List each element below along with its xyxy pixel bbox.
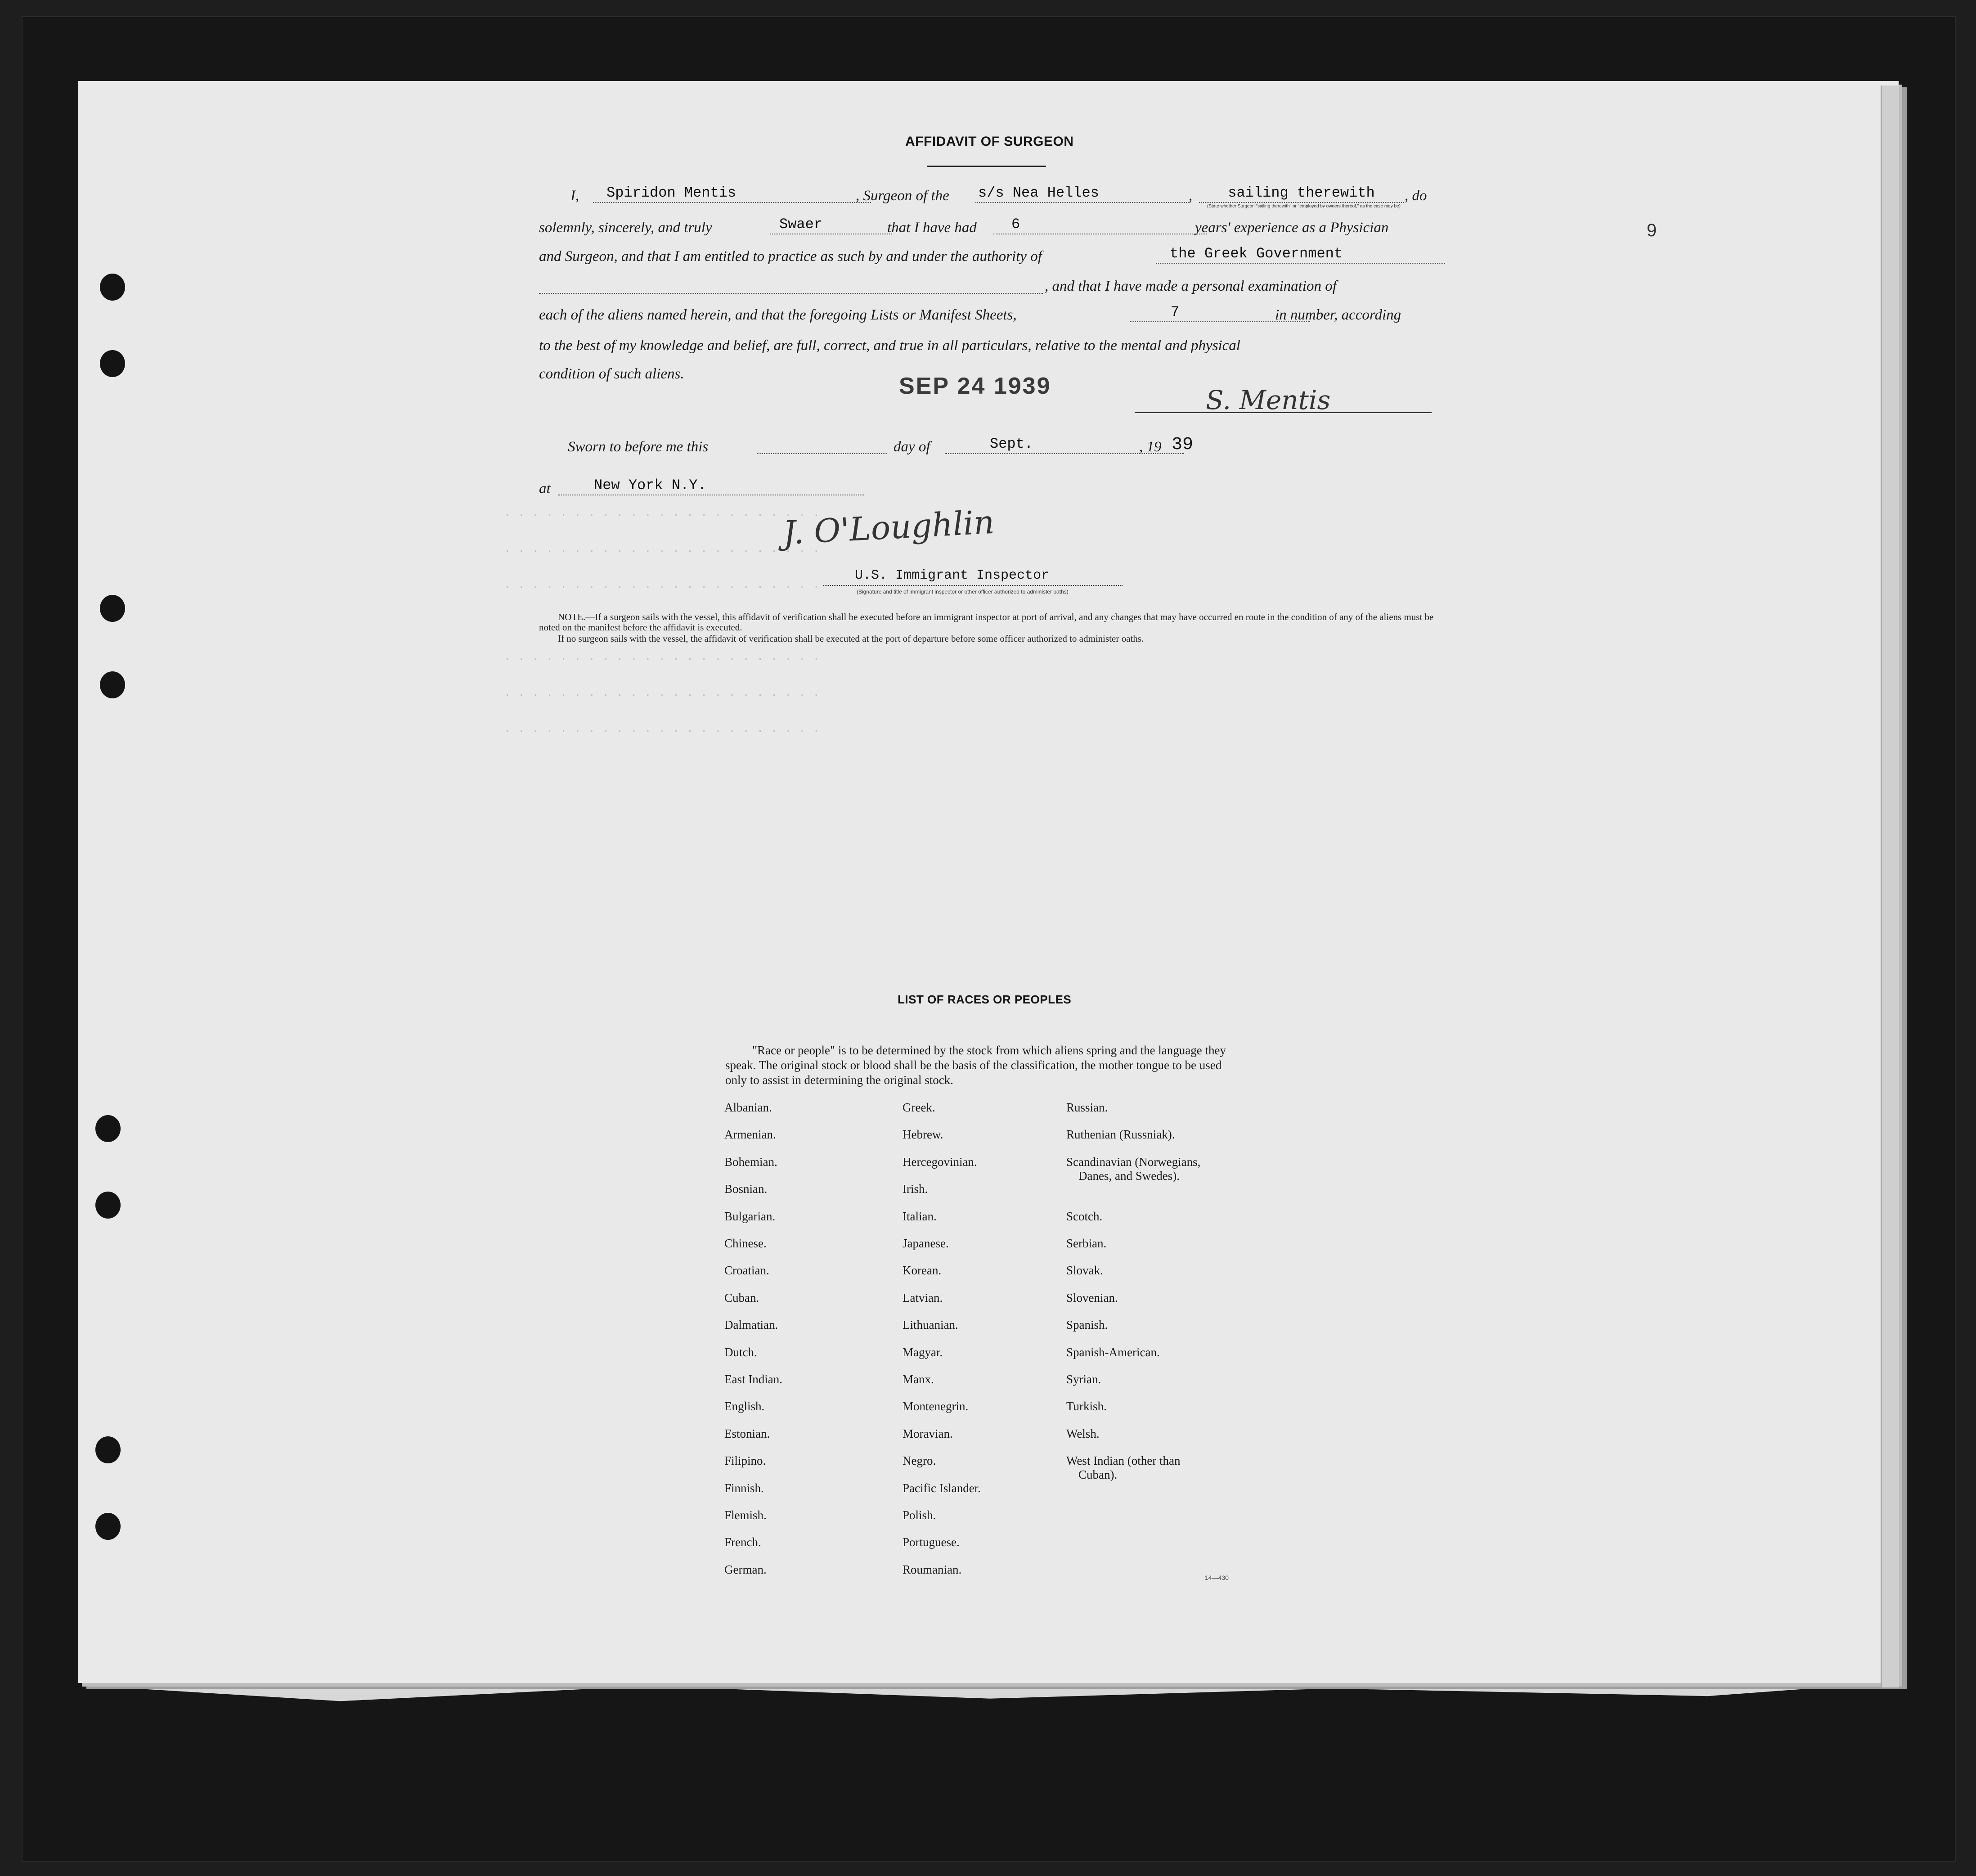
race-item: Scotch. xyxy=(1066,1209,1103,1223)
bleed-through-text: . . . . . . . . . . . . . . . . . . . . . . . xyxy=(504,686,820,700)
bleed-through-text: . . . . . . . . . . . . . . . . . . . . . . . xyxy=(504,650,820,664)
race-item: Japanese. xyxy=(903,1237,949,1250)
race-item: Scandinavian (Norwegians, Danes, and Swedes). xyxy=(1066,1155,1201,1183)
race-item: Polish. xyxy=(903,1508,936,1522)
sheets-count-field: 7 xyxy=(1130,304,1310,322)
race-item: Slovenian. xyxy=(1066,1291,1118,1305)
label-condition: condition of such aliens. xyxy=(539,366,684,382)
race-item: Bohemian. xyxy=(724,1155,777,1169)
label-at: at xyxy=(539,481,551,497)
race-item: Estonian. xyxy=(724,1426,770,1440)
race-item: Italian. xyxy=(903,1209,937,1223)
note-paragraph-2: If no surgeon sails with the vessel, the affidavit of verification shall be executed at the port of departure before some officer authorized to administer oaths. xyxy=(558,633,1144,644)
punch-hole xyxy=(100,274,125,301)
label-in-number: in number, according xyxy=(1275,307,1401,323)
race-item: Russian. xyxy=(1066,1101,1108,1114)
punch-hole xyxy=(100,595,125,622)
race-item: Bosnian. xyxy=(724,1182,768,1196)
authority-continued-field xyxy=(539,275,1043,294)
punch-hole xyxy=(95,1115,121,1142)
comma: , xyxy=(1189,188,1193,204)
label-surgeon-of: , Surgeon of the xyxy=(856,188,949,204)
year-prefix: , 19 xyxy=(1139,439,1162,455)
races-title: LIST OF RACES OR PEOPLES xyxy=(898,993,1072,1006)
race-item: Turkish. xyxy=(1066,1399,1107,1413)
bleed-through-text: . . . . . . . . . . . . . . . . . . . . . . . xyxy=(504,722,820,736)
races-intro: "Race or people" is to be determined by the stock from which aliens spring and the language they speak. The original stock or blood shall be the basis of the classification, the mother tongue to be used only to assist in determining the original stock. xyxy=(725,1044,1226,1087)
label-and-surgeon: and Surgeon, and that I am entitled to practice as such by and under the authority of xyxy=(539,248,1042,265)
page-edge xyxy=(1881,85,1899,1687)
race-item: Croatian. xyxy=(724,1264,769,1278)
form-number: 14—430 xyxy=(1205,1574,1229,1581)
label-have-had: that I have had xyxy=(887,220,977,236)
bleed-through-text: . . . . . . . . . . . . . . . . . . . . . . . xyxy=(504,506,820,520)
affidavit-title: AFFIDAVIT OF SURGEON xyxy=(905,134,1074,149)
place-field: New York N.Y. xyxy=(558,477,864,495)
bleed-through-text: . . . . . . . . . . . . . . . . . . . . . . . xyxy=(504,578,820,592)
race-item: Slovak. xyxy=(1066,1264,1103,1278)
race-item: Welsh. xyxy=(1066,1426,1100,1440)
race-item: Spanish. xyxy=(1066,1318,1108,1332)
surgeon-name-field: Spiridon Mentis xyxy=(593,184,871,203)
race-item: Lithuanian. xyxy=(903,1318,958,1332)
race-item: Dalmatian. xyxy=(724,1318,778,1332)
race-item: Manx. xyxy=(903,1372,934,1386)
label-sworn: Sworn to before me this xyxy=(568,439,709,455)
signature-line xyxy=(1135,412,1432,413)
inspector-line xyxy=(823,585,1123,586)
label-each-alien: each of the aliens named herein, and that the foregoing Lists or Manifest Sheets, xyxy=(539,307,1017,323)
years-field: 6 xyxy=(993,216,1207,234)
race-item: Negro. xyxy=(903,1454,936,1468)
title-rule xyxy=(927,166,1046,167)
race-item: Syrian. xyxy=(1066,1372,1101,1386)
race-item: Korean. xyxy=(903,1264,942,1278)
note-paragraph-1: NOTE.—If a surgeon sails with the vessel, this affidavit of verification shall be executed before an immigrant inspector at port of arrival, and any changes that may have occurred en route in the condition of any of the aliens must be noted on the manifest before the affidavit is executed. xyxy=(539,612,1434,633)
race-item: Ruthenian (Russniak). xyxy=(1066,1128,1175,1142)
page-number: 9 xyxy=(1647,220,1657,240)
punch-hole xyxy=(100,350,125,377)
race-item: Dutch. xyxy=(724,1345,757,1359)
authority-field: the Greek Government xyxy=(1156,245,1445,264)
race-item: Hebrew. xyxy=(903,1128,943,1142)
race-item: Bulgarian. xyxy=(724,1209,776,1223)
inspector-title: U.S. Immigrant Inspector xyxy=(855,568,1050,583)
inspector-signature: J. O'Loughlin xyxy=(782,503,996,552)
race-item: Portuguese. xyxy=(903,1535,960,1549)
punch-hole xyxy=(100,671,125,698)
punch-hole xyxy=(95,1192,121,1219)
label-years: years' experience as a Physician xyxy=(1195,220,1389,236)
surgeon-signature: S. Mentis xyxy=(1206,385,1331,415)
race-item: Pacific Islander. xyxy=(903,1481,981,1495)
race-item: Hercegovinian. xyxy=(903,1155,977,1169)
race-item: Chinese. xyxy=(724,1237,767,1250)
punch-hole xyxy=(95,1513,121,1540)
year-handwritten: 39 xyxy=(1172,435,1194,455)
day-field xyxy=(757,436,887,454)
label-solemnly: solemnly, sincerely, and truly xyxy=(539,220,712,236)
vessel-field: s/s Nea Helles xyxy=(975,184,1190,203)
month-field: Sept. xyxy=(945,436,1184,454)
sailing-field-caption: (State whether Surgeon "sailing therewith" or "employed by owners thereof," as the case may be) xyxy=(1207,204,1401,209)
race-item: Flemish. xyxy=(724,1508,767,1522)
race-item: Moravian. xyxy=(903,1426,953,1440)
oath-word-field: Swaer xyxy=(770,216,892,234)
race-item: Latvian. xyxy=(903,1291,943,1305)
race-item: Irish. xyxy=(903,1182,928,1196)
race-item: Albanian. xyxy=(724,1101,772,1114)
race-item: Magyar. xyxy=(903,1345,943,1359)
bleed-through-text: . . . . . . . . . . . . . . . . . . . . . . . xyxy=(504,542,820,556)
race-item: Montenegrin. xyxy=(903,1399,969,1413)
race-item: West Indian (other than Cuban). xyxy=(1066,1454,1181,1482)
race-item: Roumanian. xyxy=(903,1562,962,1576)
label-day-of: day of xyxy=(894,439,930,455)
label-personal-exam: , and that I have made a personal examination of xyxy=(1045,278,1337,294)
race-item: Greek. xyxy=(903,1101,935,1114)
inspector-caption: (Signature and title of immigrant inspector or other officer authorized to administer oaths) xyxy=(857,589,1069,595)
label-i: I, xyxy=(570,188,579,204)
race-item: English. xyxy=(724,1399,765,1413)
race-item: East Indian. xyxy=(724,1372,782,1386)
punch-hole xyxy=(95,1436,121,1463)
race-item: Armenian. xyxy=(724,1128,776,1142)
date-stamp: SEP 24 1939 xyxy=(899,373,1051,399)
race-item: German. xyxy=(724,1562,767,1576)
race-item: Finnish. xyxy=(724,1481,764,1495)
race-item: Serbian. xyxy=(1066,1237,1107,1250)
race-item: Filipino. xyxy=(724,1454,766,1468)
label-do: , do xyxy=(1405,188,1427,204)
race-item: Spanish-American. xyxy=(1066,1345,1160,1359)
sailing-field: sailing therewith xyxy=(1199,184,1404,203)
label-best-knowledge: to the best of my knowledge and belief, are full, correct, and true in all particulars, relative to the mental and physical xyxy=(539,337,1240,354)
race-item: Cuban. xyxy=(724,1291,759,1305)
race-item: French. xyxy=(724,1535,761,1549)
